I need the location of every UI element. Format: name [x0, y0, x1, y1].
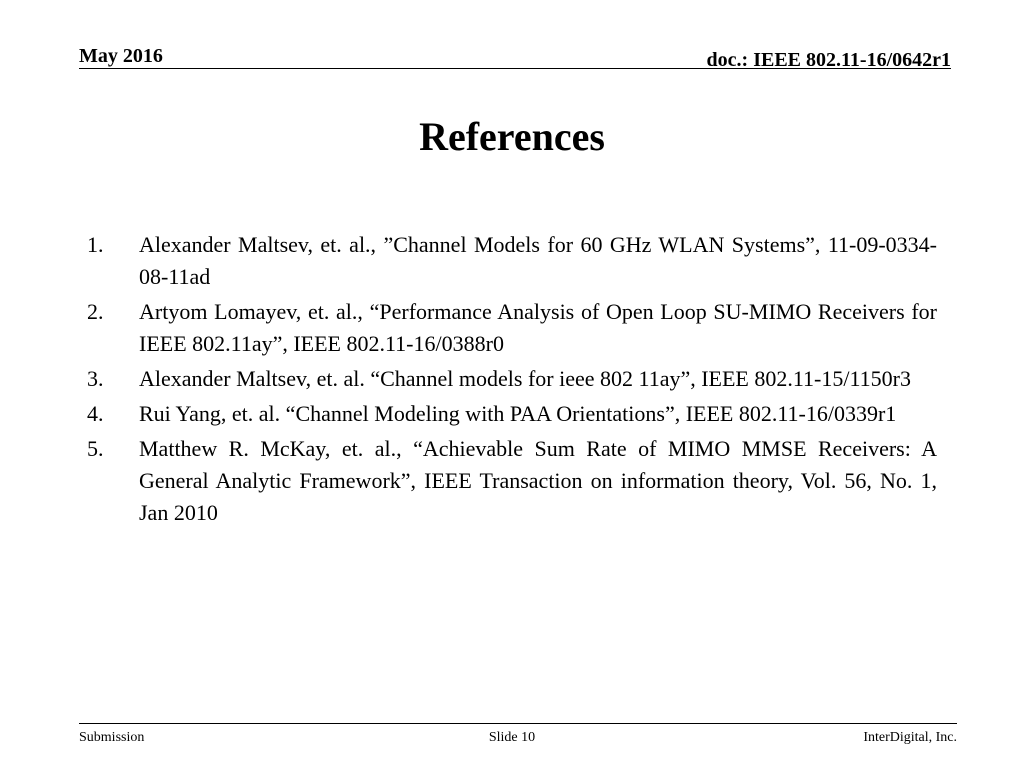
- reference-number: 1.: [87, 232, 104, 257]
- reference-item: [87, 296, 937, 360]
- reference-item: [87, 398, 937, 430]
- reference-number: 5.: [87, 436, 104, 461]
- header-doc-id: doc.: IEEE 802.11-16/0642r1: [706, 49, 951, 71]
- reference-text: Alexander Maltsev, et. al., ”Channel Models for 60 GHz WLAN Systems”, 11-09-0334-08-11ad: [139, 232, 937, 289]
- reference-item: [87, 229, 937, 293]
- reference-number: 3.: [87, 366, 104, 391]
- reference-list: [87, 229, 937, 532]
- reference-item: [87, 433, 937, 529]
- reference-text: Artyom Lomayev, et. al., “Performance Analysis of Open Loop SU-MIMO Receivers for IEEE 802.11ay”, IEEE 802.11-16/0388r0: [139, 299, 937, 356]
- header-divider: [79, 68, 951, 69]
- reference-text: Matthew R. McKay, et. al., “Achievable Sum Rate of MIMO MMSE Receivers: A General Analytic Framework”, IEEE Transaction on information theory, Vol. 56, No. 1, Jan 2010: [139, 436, 937, 525]
- footer-slide-number: Slide 10: [488, 730, 536, 745]
- reference-number: 4.: [87, 401, 104, 426]
- slide-title: References: [419, 114, 605, 159]
- header-date: May 2016: [79, 45, 163, 67]
- reference-item: [87, 363, 937, 395]
- reference-text: Alexander Maltsev, et. al. “Channel models for ieee 802 11ay”, IEEE 802.11-15/1150r3: [139, 366, 911, 391]
- footer-divider: [79, 723, 957, 724]
- footer-company: InterDigital, Inc.: [863, 730, 957, 745]
- footer-submission: Submission: [79, 730, 145, 745]
- reference-text: Rui Yang, et. al. “Channel Modeling with PAA Orientations”, IEEE 802.11-16/0339r1: [139, 401, 897, 426]
- reference-number: 2.: [87, 299, 104, 324]
